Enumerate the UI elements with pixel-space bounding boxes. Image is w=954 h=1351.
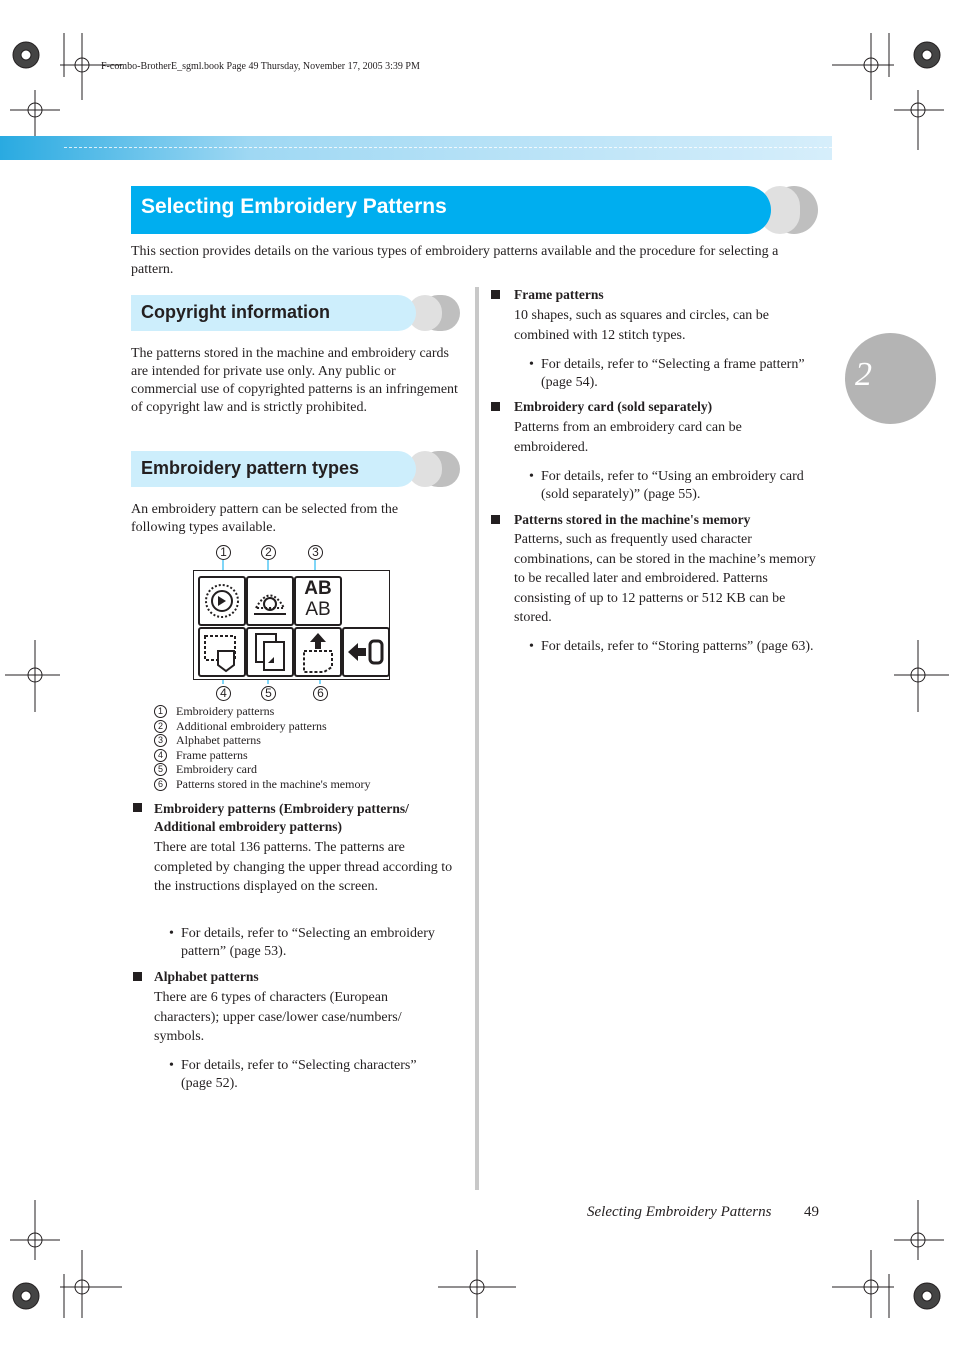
additional-embroidery-icon	[248, 578, 292, 624]
callout-2: 2	[261, 545, 276, 560]
item-title: Alphabet patterns	[154, 969, 259, 984]
callout-1: 1	[216, 545, 231, 560]
item-bullet: For details, refer to “Selecting an embroidery pattern” (page 53).	[181, 926, 435, 959]
item-bullet: For details, refer to “Using an embroidery card (sold separately)” (page 55).	[541, 469, 804, 502]
types-heading: Embroidery pattern types	[141, 458, 360, 478]
item-body: Patterns from an embroidery card can be embroidered.	[514, 420, 742, 455]
legend-item	[154, 733, 370, 748]
callout-4: 4	[216, 686, 231, 701]
item-bullet: For details, refer to “Selecting a frame pattern” (page 54).	[541, 357, 805, 390]
memory-icon	[296, 629, 340, 675]
lcd-screen	[193, 570, 390, 680]
return-icon	[344, 629, 388, 675]
item-bullet-dot: •	[529, 357, 534, 372]
legend-text: Frame patterns	[176, 747, 248, 762]
legend-num: 6	[154, 778, 167, 791]
copyright-heading: Copyright information	[141, 302, 330, 322]
legend-item	[154, 777, 370, 792]
file-info: F-combo-BrotherE_sgml.book Page 49 Thursday, November 17, 2005 3:39 PM	[101, 61, 420, 72]
legend-text: Embroidery patterns	[176, 704, 275, 718]
item-body: There are 6 types of characters (European characters); upper case/lower case/numbers/ symbols.	[154, 990, 402, 1044]
page-title: Selecting Embroidery Patterns	[141, 195, 447, 218]
embroidery-pattern-icon	[200, 578, 244, 624]
item-title: Frame patterns	[514, 287, 604, 302]
memory-key[interactable]	[294, 627, 342, 677]
legend-num: 5	[154, 763, 167, 776]
bullet-square	[491, 290, 500, 299]
legend-item	[154, 748, 370, 763]
header-band	[0, 136, 832, 160]
chapter-number: 2	[855, 356, 872, 393]
legend-num: 3	[154, 734, 167, 747]
bullet-square	[491, 402, 500, 411]
legend-num: 1	[154, 705, 167, 718]
legend-num: 4	[154, 749, 167, 762]
additional-embroidery-key[interactable]	[246, 576, 294, 626]
item-bullet-dot: •	[529, 469, 534, 484]
item-body: 10 shapes, such as squares and circles, can be combined with 12 stitch types.	[514, 308, 770, 343]
item-title: Embroidery card (sold separately)	[514, 399, 713, 414]
alphabet-key[interactable]	[294, 576, 342, 626]
embroidery-pattern-key[interactable]	[198, 576, 246, 626]
embroidery-card-key[interactable]	[246, 627, 294, 677]
item-title: Embroidery patterns (Embroidery patterns/ Additional embroidery patterns)	[154, 801, 409, 834]
alphabet-key-text-1: AB	[304, 578, 332, 599]
footer-section: Selecting Embroidery Patterns	[587, 1204, 772, 1220]
return-key[interactable]	[342, 627, 390, 677]
legend-item	[154, 704, 370, 719]
legend-text: Alphabet patterns	[176, 733, 261, 747]
legend	[154, 704, 370, 791]
frame-pattern-icon	[200, 629, 244, 675]
types-intro: An embroidery pattern can be selected from the following types available.	[131, 502, 399, 535]
callout-3: 3	[308, 545, 323, 560]
item-bullet: For details, refer to “Selecting characters” (page 52).	[181, 1058, 417, 1091]
bullet-square	[491, 515, 500, 524]
alphabet-key-text-2: AB	[305, 599, 331, 620]
item-body: Patterns, such as frequently used character combinations, can be stored in the machine’s memory to be recalled later and embroidered. Patterns consisting of up to 12 patterns or 512 KB can be stored.	[514, 532, 816, 625]
item-title: Patterns stored in the machine's memory	[514, 512, 751, 527]
item-bullet-dot: •	[169, 1058, 174, 1073]
copyright-body: The patterns stored in the machine and embroidery cards are intended for private use only. Any public or commercial use of copyrighted patterns is an infringement of copyright law and is strictly prohibited.	[131, 346, 458, 415]
column-divider	[475, 287, 479, 1190]
callout-6: 6	[313, 686, 328, 701]
bullet-square	[133, 803, 142, 812]
frame-pattern-key[interactable]	[198, 627, 246, 677]
item-body: There are total 136 patterns. The patterns are completed by changing the upper thread according to the instructions displayed on the screen.	[154, 840, 453, 894]
page-number: 49	[804, 1204, 819, 1220]
legend-text: Embroidery card	[176, 762, 257, 776]
callout-5: 5	[261, 686, 276, 701]
header-band-line	[64, 147, 832, 148]
intro-text: This section provides details on the various types of embroidery patterns available and the procedure for selecting a pattern.	[131, 244, 779, 277]
legend-item	[154, 719, 370, 734]
item-bullet: For details, refer to “Storing patterns” (page 63).	[541, 639, 814, 654]
item-bullet-dot: •	[169, 926, 174, 941]
legend-num: 2	[154, 720, 167, 733]
legend-item	[154, 762, 370, 777]
bullet-square	[133, 972, 142, 981]
item-bullet-dot: •	[529, 639, 534, 654]
embroidery-card-icon	[248, 629, 292, 675]
legend-text: Patterns stored in the machine's memory	[176, 776, 371, 791]
legend-text: Additional embroidery patterns	[176, 718, 327, 733]
